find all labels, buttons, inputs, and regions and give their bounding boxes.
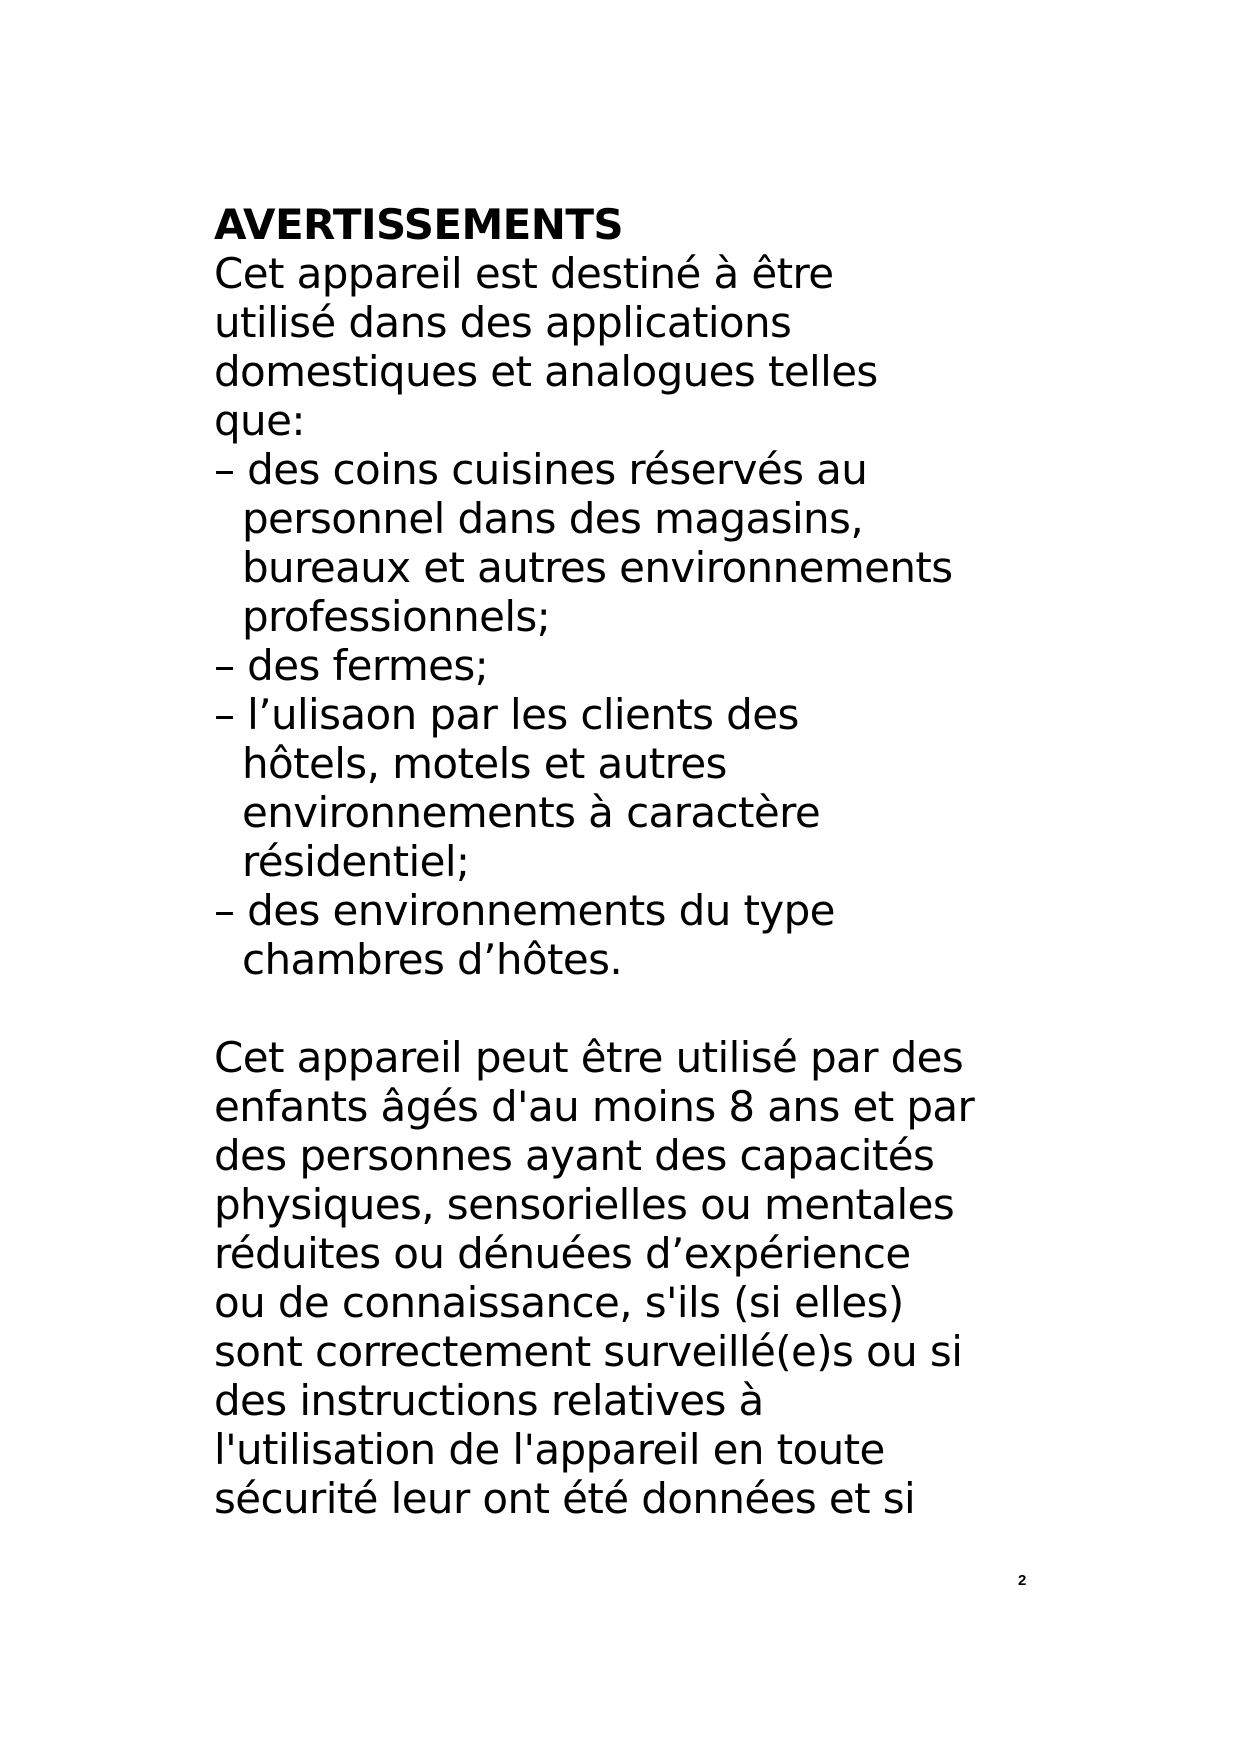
paragraph-line: des personnes ayant des capacités <box>214 1131 935 1180</box>
bullet-continuation-line: résidentiel; <box>242 837 470 886</box>
bullet-continuation-line: chambres d’hôtes. <box>242 935 623 984</box>
bullet-continuation-line: personnel dans des magasins, <box>242 494 864 543</box>
intro-line: Cet appareil est destiné à être <box>214 249 834 298</box>
bullet-continuation-line: professionnels; <box>242 592 551 641</box>
section-title: AVERTISSEMENTS <box>214 200 624 249</box>
paragraph-line: physiques, sensorielles ou mentales <box>214 1180 955 1229</box>
intro-line: domestiques et analogues telles <box>214 347 878 396</box>
intro-line: utilisé dans des applications <box>214 298 792 347</box>
paragraph-line: Cet appareil peut être utilisé par des <box>214 1033 964 1082</box>
page-number: 2 <box>1018 1572 1027 1589</box>
bullet-continuation-line: hôtels, motels et autres <box>242 739 727 788</box>
paragraph-line: ou de connaissance, s'ils (si elles) <box>214 1278 904 1327</box>
paragraph-line: sécurité leur ont été données et si <box>214 1474 916 1523</box>
bullet-item-line: – des fermes; <box>214 641 489 690</box>
paragraph-line: sont correctement surveillé(e)s ou si <box>214 1327 963 1376</box>
intro-line: que: <box>214 396 305 445</box>
bullet-continuation-line: environnements à caractère <box>242 788 821 837</box>
paragraph-line: des instructions relatives à <box>214 1376 764 1425</box>
paragraph-line: réduites ou dénuées d’expérience <box>214 1229 911 1278</box>
paragraph-line: l'utilisation de l'appareil en toute <box>214 1425 885 1474</box>
warnings-section <box>214 200 1114 1523</box>
bullet-continuation-line: bureaux et autres environnements <box>242 543 953 592</box>
bullet-item-line: – l’ulisaon par les clients des <box>214 690 799 739</box>
bullet-item-line: – des coins cuisines réservés au <box>214 445 868 494</box>
bullet-item-line: – des environnements du type <box>214 886 835 935</box>
paragraph-line: enfants âgés d'au moins 8 ans et par <box>214 1082 975 1131</box>
paragraph-spacer <box>214 984 1114 1033</box>
